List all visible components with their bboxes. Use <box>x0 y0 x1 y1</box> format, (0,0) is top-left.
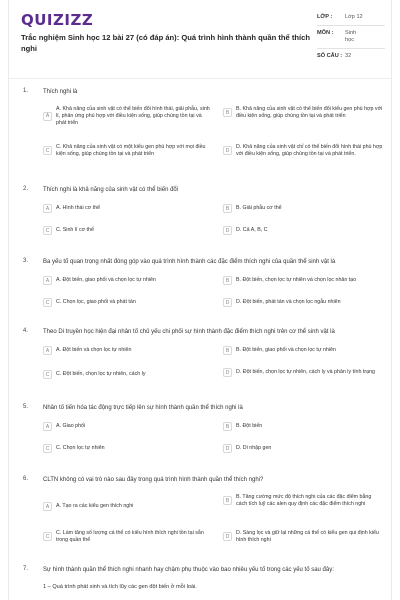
meta-count-value: 32 <box>345 53 352 59</box>
option-text: A. Hình thái cơ thể <box>56 205 101 212</box>
option-c[interactable] <box>43 298 213 307</box>
question-text: Theo Di truyền học hiện đại nhân tố chủ yếu chi phối sự hình thành đặc điểm thích nghi trên cơ thể sinh vật là <box>43 329 335 335</box>
option-letter: B <box>223 346 232 355</box>
option-a[interactable] <box>43 106 213 126</box>
option-b[interactable] <box>223 422 383 431</box>
option-d[interactable] <box>223 144 383 158</box>
statement-line: 1 – Quá trình phát sinh và tích lũy các gen đột biến ở mỗi loài. <box>43 584 197 590</box>
page-title: Trắc nghiệm Sinh học 12 bài 27 (có đáp án): Quá trình hình thành quần thể thích nghi <box>21 33 311 53</box>
question-text: Thích nghi là <box>43 89 78 95</box>
meta-count-label: SỐ CÂU : <box>317 53 343 59</box>
option-letter: C <box>43 370 52 379</box>
option-text: C. Khả năng của sinh vật có một kiểu gen phù hợp với mọi điều kiện sống, giúp chúng tồn tại và phát triển <box>56 144 206 157</box>
meta-subject-value: Sinh học <box>345 30 357 43</box>
option-a[interactable] <box>43 204 213 213</box>
meta-class-value: Lớp 12 <box>345 14 363 20</box>
option-d[interactable] <box>223 530 383 544</box>
option-letter: A <box>43 204 52 213</box>
worksheet-page <box>8 0 392 600</box>
option-text: D. Sàng lọc và giữ lại những cá thể có kiểu gen qui định kiểu hình thích nghi <box>236 530 379 543</box>
option-text: C. Chọn lọc, giao phối và phát tán <box>56 299 136 306</box>
question-number: 3. <box>23 258 29 264</box>
option-text: D. Đột biến, chọn lọc tự nhiên, cách ly và phân ly tính trạng <box>236 369 375 376</box>
option-d[interactable] <box>223 298 383 307</box>
option-text: C. Sinh lí cơ thể <box>56 227 94 234</box>
option-letter: A <box>43 112 52 121</box>
option-text: A. Giao phối <box>56 423 86 430</box>
option-c[interactable] <box>43 530 213 544</box>
option-letter: A <box>43 502 52 511</box>
quizizz-logo: QUIZIZZ <box>21 11 94 29</box>
option-text: B. Đột biến <box>236 423 263 430</box>
option-letter: D <box>223 368 232 377</box>
question-text: Thích nghi là khả năng của sinh vật có thể biến đổi <box>43 187 179 193</box>
option-letter: C <box>43 146 52 155</box>
option-letter: B <box>223 276 232 285</box>
option-letter: B <box>223 496 232 505</box>
option-a[interactable] <box>43 422 213 431</box>
question-number: 5. <box>23 404 29 410</box>
option-text: B. Tăng cường mức độ thích nghi của các đặc điểm bằng cách tích luỹ các alen quy định các đặc điểm thích nghi <box>236 494 372 507</box>
option-b[interactable] <box>223 494 383 508</box>
option-letter: B <box>223 422 232 431</box>
option-a[interactable] <box>43 502 213 511</box>
option-letter: C <box>43 298 52 307</box>
meta-subject-row <box>317 26 385 49</box>
option-letter: B <box>223 108 232 117</box>
option-d[interactable] <box>223 226 383 235</box>
option-text: B. Khả năng của sinh vật có thể biến đổi kiểu gen phù hợp với điều kiện sống, giúp chúng tồn tại và phát triển <box>236 106 383 119</box>
option-letter: D <box>223 532 232 541</box>
option-c[interactable] <box>43 226 213 235</box>
option-b[interactable] <box>223 346 383 355</box>
option-text: A. Đột biến, giao phối và chọn lọc tự nhiên <box>56 277 156 284</box>
option-letter: A <box>43 422 52 431</box>
question-text: Nhân tố tiến hóa tác động trực tiếp lên sự hình thành quần thể thích nghi là <box>43 405 243 411</box>
question-text: CLTN không có vai trò nào sau đây trong quá trình hình thành quần thể thích nghi? <box>43 477 264 483</box>
option-a[interactable] <box>43 276 213 285</box>
meta-subject-label: MÔN : <box>317 30 334 36</box>
question-number: 1. <box>23 88 29 94</box>
option-letter: A <box>43 276 52 285</box>
meta-count-row <box>317 49 385 64</box>
option-letter: D <box>223 226 232 235</box>
option-letter: C <box>43 226 52 235</box>
worksheet-header <box>9 0 391 79</box>
option-letter: D <box>223 298 232 307</box>
option-letter: D <box>223 444 232 453</box>
option-c[interactable] <box>43 444 213 453</box>
question-number: 6. <box>23 476 29 482</box>
option-letter: D <box>223 146 232 155</box>
option-c[interactable] <box>43 370 213 379</box>
meta-class-label: LỚP : <box>317 14 333 20</box>
option-text: D. Cả A, B, C <box>236 227 268 234</box>
question-text: Ba yếu tố quan trọng nhất đóng góp vào quá trình hình thành các đặc điểm thích nghi của quần thể sinh vật là <box>43 259 336 265</box>
meta-info-box <box>317 10 385 64</box>
option-b[interactable] <box>223 276 383 285</box>
option-text: A. Tạo ra các kiểu gen thích nghi <box>56 503 134 510</box>
option-letter: A <box>43 346 52 355</box>
option-text: A. Khả năng của sinh vật có thể biến đổi hình thái, giải phẫu, sinh lí, phản ứng phù hợp với điều kiện sống, giúp chúng tồn tại và phát triển <box>56 106 210 126</box>
option-letter: C <box>43 532 52 541</box>
option-text: B. Đột biến, giao phối và chọn lọc tự nhiên <box>236 347 336 354</box>
option-c[interactable] <box>43 144 213 158</box>
option-a[interactable] <box>43 346 213 355</box>
option-text: D. Di nhập gen <box>236 445 272 452</box>
option-d[interactable] <box>223 444 383 453</box>
option-text: C. Đột biến, chọn lọc tự nhiên, cách ly <box>56 371 146 378</box>
option-text: A. Đột biến và chọn lọc tự nhiên <box>56 347 132 354</box>
option-text: D. Khả năng của sinh vật chỉ có thể biến đổi hình thái phù hợp với điều kiện sống, giúp chúng tồn tại và phát triển. <box>236 144 383 157</box>
option-letter: C <box>43 444 52 453</box>
question-number: 7. <box>23 566 29 572</box>
question-number: 2. <box>23 186 29 192</box>
question-number: 4. <box>23 328 29 334</box>
option-b[interactable] <box>223 106 383 120</box>
option-text: B. Giải phẫu cơ thể <box>236 205 282 212</box>
option-d[interactable] <box>223 368 383 377</box>
question-text: Sự hình thành quần thể thích nghi nhanh hay chậm phụ thuộc vào bao nhiêu yếu tố trong các yếu tố sau đây: <box>43 567 334 573</box>
option-text: B. Đột biến, chọn lọc tự nhiên và chọn lọc nhân tạo <box>236 277 357 284</box>
meta-class-row <box>317 10 385 26</box>
option-text: C. Chọn lọc tự nhiên <box>56 445 105 452</box>
option-text: D. Đột biến, phát tán và chọn lọc ngẫu nhiên <box>236 299 341 306</box>
option-letter: B <box>223 204 232 213</box>
option-b[interactable] <box>223 204 383 213</box>
option-text: C. Làm tăng số lượng cá thể có kiểu hình thích nghi tồn tại sẵn trong quần thể <box>56 530 204 543</box>
